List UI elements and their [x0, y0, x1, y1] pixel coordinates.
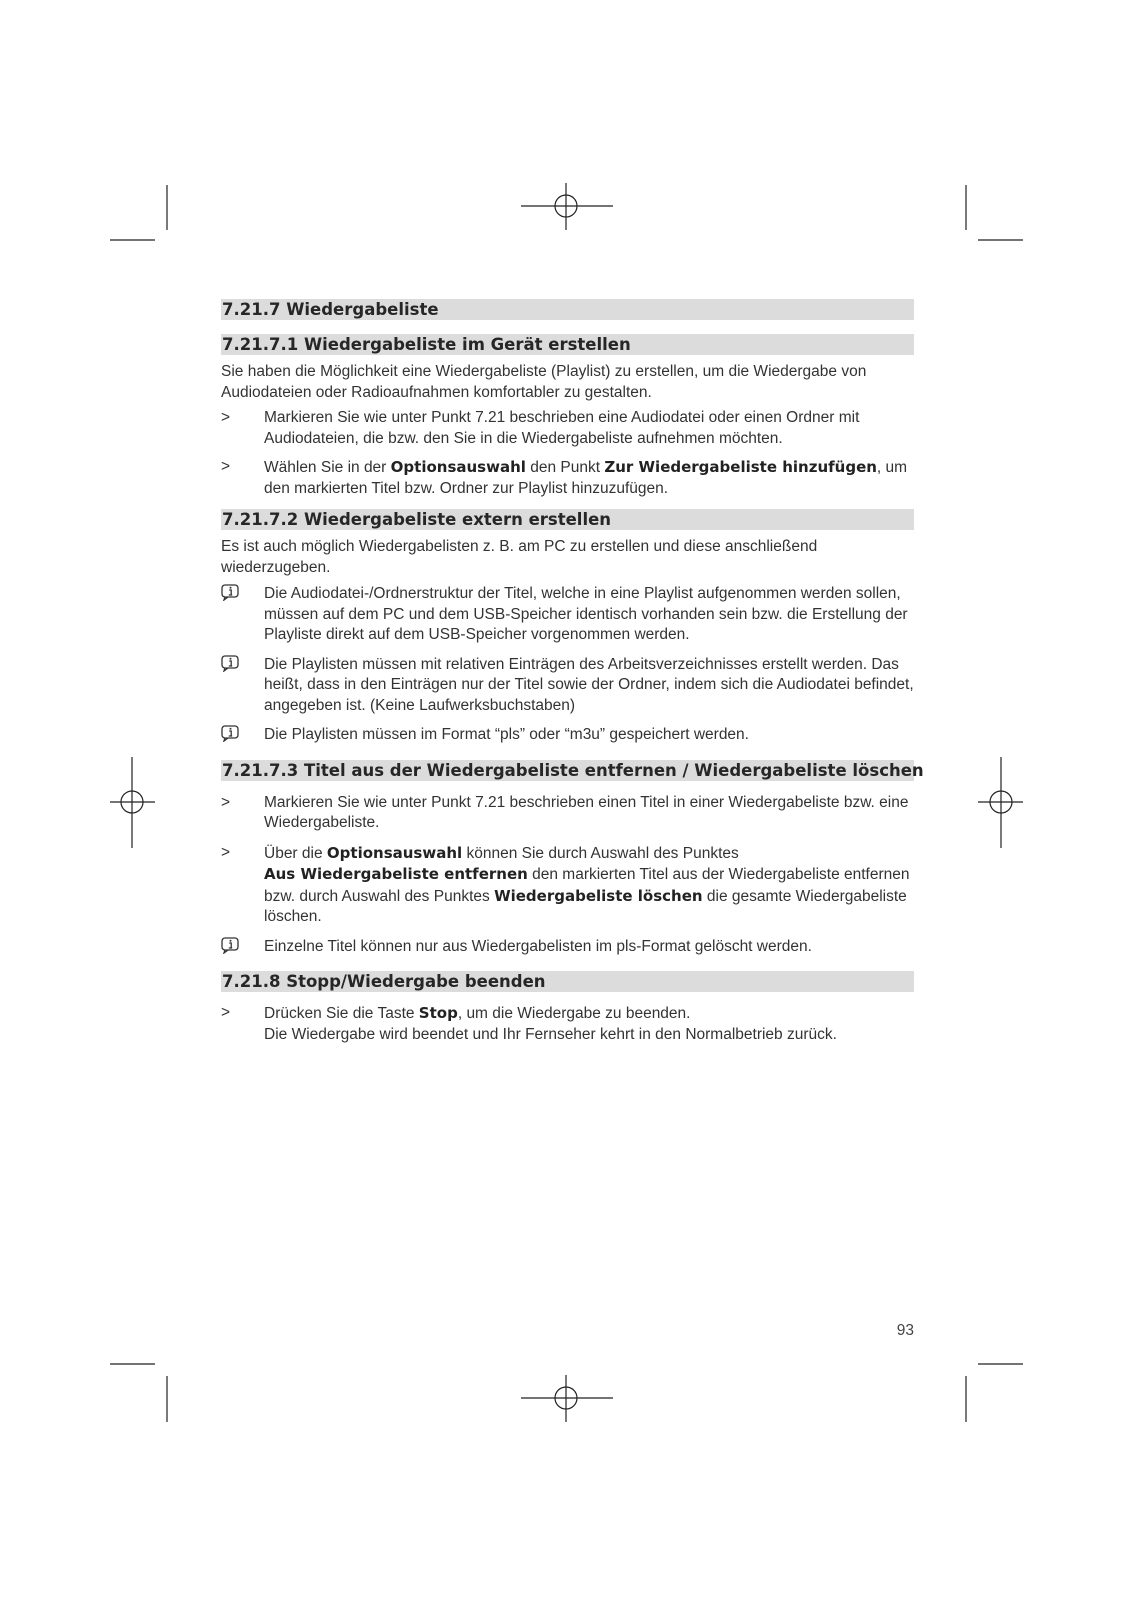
note-text: Die Audiodatei-/Ordnerstruktur der Titel, welche in eine Playlist aufgenommen werden sollen, müssen auf dem PC und dem USB-Speicher identisch vorhanden sein bzw. die Erstellung der Playliste direkt auf dem USB-Speicher vorgenommen werden.: [264, 585, 908, 643]
section-heading: 7.21.7 Wiedergabeliste: [221, 299, 914, 320]
step-text: Markieren Sie wie unter Punkt 7.21 beschrieben eine Audiodatei oder einen Ordner mit Audiodateien, die bzw. den Sie in die Wiedergabeliste aufnehmen möchten.: [264, 409, 860, 447]
step-marker: >: [221, 458, 231, 475]
step-text: Drücken Sie die Taste Stop, um die Wiedergabe zu beenden. Die Wiedergabe wird beendet und Ihr Fernseher kehrt in den Normalbetrieb zurück.: [264, 1004, 837, 1043]
bold-term: Stop: [418, 1004, 458, 1022]
info-icon: [221, 655, 240, 672]
note-text: Die Playlisten müssen mit relativen Einträgen des Arbeitsverzeichnisses erstellt werden. Das heißt, dass in den Einträgen nur der Titel sowie der Ordner, indem sich die Audiodatei befindet, angegeben ist. (Keine Laufwerksbuchstaben): [264, 655, 914, 714]
step-item: [221, 1003, 914, 1045]
paragraph: Es ist auch möglich Wiedergabelisten z. B. am PC zu erstellen und diese anschließend wiederzugeben.: [221, 538, 818, 576]
step-marker: >: [221, 793, 231, 811]
info-icon: [221, 725, 240, 742]
subsection-heading: 7.21.7.3 Titel aus der Wiedergabeliste entfernen / Wiedergabeliste löschen: [222, 760, 924, 780]
step-item: [221, 843, 914, 928]
note-item: [221, 584, 914, 646]
bold-term: Aus Wiedergabeliste entfernen: [264, 865, 528, 883]
step-text: Markieren Sie wie unter Punkt 7.21 beschrieben einen Titel in einer Wiedergabeliste bzw. eine Wiedergabeliste.: [264, 793, 909, 831]
page-number: 93: [896, 1322, 914, 1339]
note-item: [221, 725, 914, 749]
step-item: [221, 457, 914, 499]
section-heading: 7.21.8 Stopp/Wiedergabe beenden: [221, 971, 914, 992]
note-item: [221, 937, 914, 961]
info-icon: [221, 937, 240, 954]
subsection-heading: 7.21.7.2 Wiedergabeliste extern erstellen: [221, 509, 914, 530]
step-text: Wählen Sie in der Optionsauswahl den Punkt Zur Wiedergabeliste hinzufügen, um den markierten Titel bzw. Ordner zur Playlist hinzuzufügen.: [264, 458, 908, 497]
step-marker: >: [221, 843, 231, 861]
bold-term: Zur Wiedergabeliste hinzufügen: [604, 458, 877, 476]
step-item: [221, 793, 914, 834]
bold-term: Wiedergabeliste löschen: [494, 886, 703, 905]
step-text: Über die Optionsauswahl können Sie durch Auswahl des Punktes Aus Wiedergabeliste entfernen den markierten Titel aus der Wiedergabeliste entfernen bzw. durch Auswahl des Punktes Wiedergabeliste löschen die gesamte Wiedergabeliste löschen.: [264, 843, 910, 925]
subsection-heading: 7.21.7.1 Wiedergabeliste im Gerät erstellen: [221, 334, 914, 355]
note-text: Die Playlisten müssen im Format “pls” oder “m3u” gespeichert werden.: [264, 726, 749, 743]
note-text: Einzelne Titel können nur aus Wiedergabelisten im pls-Format gelöscht werden.: [264, 937, 812, 955]
paragraph: Sie haben die Möglichkeit eine Wiedergabeliste (Playlist) zu erstellen, um die Wiedergabe von Audiodateien oder Radioaufnahmen komfortabler zu gestalten.: [221, 363, 867, 401]
step-marker: >: [221, 1004, 231, 1021]
bold-term: Optionsauswahl: [390, 458, 526, 476]
step-marker: >: [221, 409, 231, 426]
step-item: [221, 408, 914, 449]
info-icon: [221, 584, 240, 601]
bold-term: Optionsauswahl: [326, 843, 463, 862]
page-content: [221, 299, 924, 1045]
note-item: [221, 655, 914, 717]
